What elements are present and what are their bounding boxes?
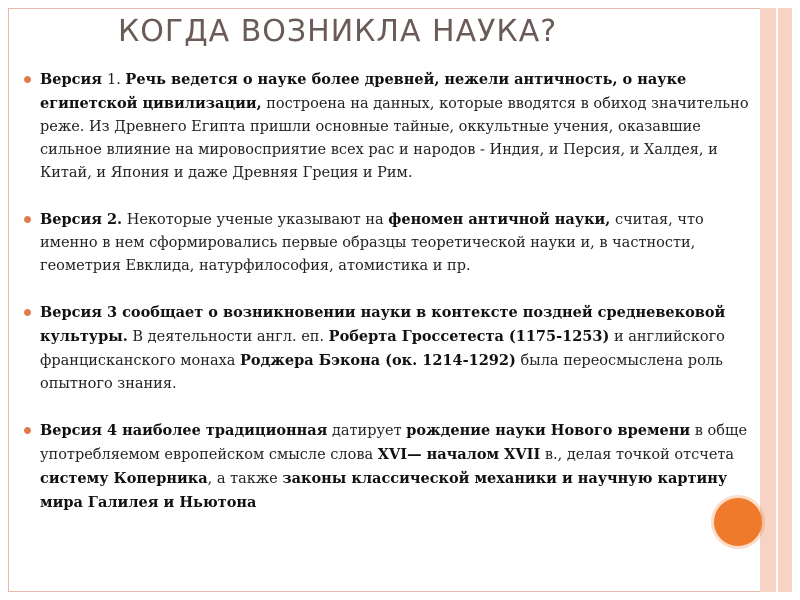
paragraph-text-segment: была переосмыслена роль опытного знания. bbox=[40, 353, 723, 392]
paragraph-text-segment: Версия 3 сообщает о возникновении науки в контексте поздней средневековой культуры. bbox=[40, 304, 726, 345]
version-3-paragraph bbox=[24, 301, 764, 396]
version-2-paragraph bbox=[24, 208, 764, 278]
slide-title: КОГДА ВОЗНИКЛА НАУКА? bbox=[118, 14, 558, 49]
decorative-circle bbox=[714, 498, 762, 546]
bullet-icon bbox=[24, 76, 31, 83]
paragraph-text-segment: Речь ведется о науке более древней, нежели античность, о науке египетской цивилизации, bbox=[40, 71, 687, 112]
paragraph-text-segment: систему Коперника bbox=[40, 470, 208, 487]
paragraph-text-segment: , а также bbox=[207, 471, 283, 487]
paragraph-text-segment: Версия 4 наиболее традиционная bbox=[40, 422, 328, 439]
paragraph-text-segment: рождение науки Нового времени bbox=[406, 422, 691, 439]
bullet-icon bbox=[24, 309, 31, 316]
paragraph-text-segment: Роберта Гроссетеста (1175-1253) bbox=[328, 328, 610, 345]
paragraph-text-segment: в обще употребляемом европейском смысле слова bbox=[40, 423, 748, 463]
paragraph-text-segment: законы классической механики и научную картину мира Галилея и Ньютона bbox=[40, 470, 728, 511]
paragraph-text-segment: феномен античной науки, bbox=[388, 211, 611, 228]
version-4-paragraph bbox=[24, 419, 764, 515]
paragraph-text-segment: Версия bbox=[40, 71, 107, 88]
bullet-icon bbox=[24, 216, 31, 223]
version-1-paragraph bbox=[24, 68, 764, 185]
paragraph-text-segment: Версия 2. bbox=[40, 211, 123, 228]
paragraph-text-segment: В деятельности англ. еп. bbox=[127, 329, 329, 345]
paragraph-text-segment: XVI— началом XVII bbox=[377, 446, 541, 463]
paragraph-text-segment: считая, что именно в нем сформировались первые образцы теоретической науки и, в частности, геометрия Евклида, натурфилософия, атомистика и пр. bbox=[40, 212, 704, 274]
paragraph-text-segment: 1. bbox=[106, 72, 126, 88]
slide-content bbox=[24, 68, 764, 515]
paragraph-text-segment: и английского францисканского монаха bbox=[40, 329, 725, 369]
paragraph-text-segment: Роджера Бэкона (ок. 1214-1292) bbox=[240, 352, 516, 369]
paragraph-text-segment: в., делая точкой отсчета bbox=[540, 447, 735, 463]
paragraph-text-segment: построена на данных, которые вводятся в обиход значительно реже. Из Древнего Египта пришли основные тайные, оккультные учения, оказавшие сильное влияние на мировосприятие всех рас и народов - Индия, и Персия, и Халдея, и Китай, и Япония и даже Древняя Греция и Рим. bbox=[40, 96, 749, 181]
bullet-icon bbox=[24, 427, 31, 434]
decorative-side-line bbox=[776, 8, 778, 592]
paragraph-text-segment: Некоторые ученые указывают на bbox=[122, 212, 389, 228]
paragraph-text-segment: датирует bbox=[327, 423, 407, 439]
